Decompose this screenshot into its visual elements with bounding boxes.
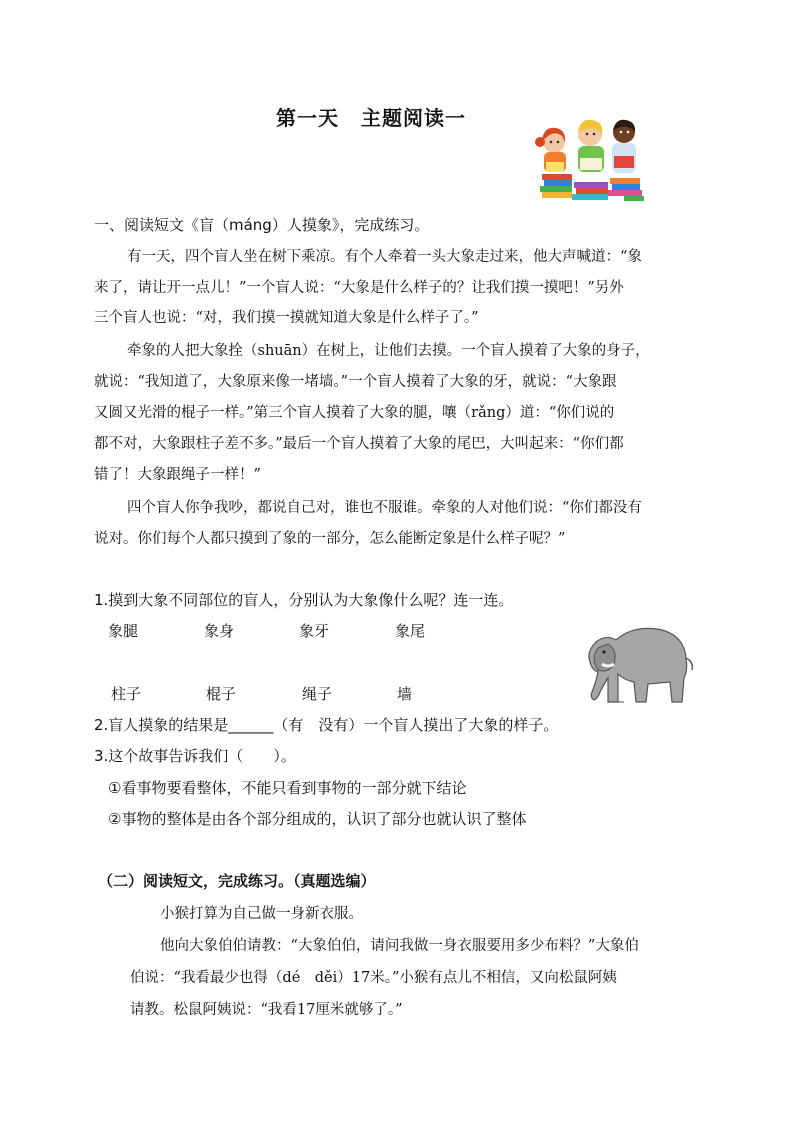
title-theme: 主题阅读一 xyxy=(361,106,466,130)
page-title xyxy=(276,102,466,131)
part-tusk: 象牙 xyxy=(299,622,330,640)
section2-heading: （二）阅读短文，完成练习。（真题选编） xyxy=(98,872,376,890)
passage1-line-9: 四个盲人你争我吵，都说自己对，谁也不服谁。牵象的人对他们说：“你们都没有 xyxy=(127,500,642,516)
passage2-line-1: 小猴打算为自己做一身新衣服。 xyxy=(160,906,363,922)
passage1-line-5: 就说：“我知道了，大象原来像一堵墙。”一个盲人摸着了大象的牙，就说：“大象跟 xyxy=(94,374,617,390)
passage1-line-2: 来了，请让开一点儿！”一个盲人说：“大象是什么样子的？让我们摸一摸吧！”另外 xyxy=(94,280,624,296)
thing-pillar: 柱子 xyxy=(111,685,142,703)
section1-heading: 一、阅读短文《盲（máng）人摸象》，完成练习。 xyxy=(94,216,430,234)
passage1-line-10: 说对。你们每个人都只摸到了象的一部分，怎么能断定象是什么样子呢？” xyxy=(94,531,566,547)
question-3: 3.这个故事告诉我们（ ）。 xyxy=(94,747,296,765)
passage2-line-2: 他向大象伯伯请教：“大象伯伯，请问我做一身衣服要用多少布料？”大象伯 xyxy=(160,938,639,954)
kids-reading-illustration xyxy=(532,112,648,204)
part-body: 象身 xyxy=(204,622,235,640)
passage1-line-6: 又圆又光滑的棍子一样。”第三个盲人摸着了大象的腿，嚷（rǎng）道：“你们说的 xyxy=(94,405,615,421)
part-leg: 象腿 xyxy=(108,622,139,640)
passage2-line-3: 伯说：“我看最少也得（dé děi）17米。”小猴有点儿不相信，又向松鼠阿姨 xyxy=(130,970,617,986)
thing-stick: 棍子 xyxy=(206,685,237,703)
part-tail: 象尾 xyxy=(395,622,426,640)
thing-wall: 墙 xyxy=(397,685,413,703)
option-2: ②事物的整体是由各个部分组成的，认识了部分也就认识了整体 xyxy=(108,810,527,828)
option-1: ①看事物要看整体，不能只看到事物的一部分就下结论 xyxy=(108,779,467,797)
passage1-line-8: 错了！大象跟绳子一样！” xyxy=(94,467,261,483)
elephant-illustration xyxy=(578,618,698,708)
passage1-line-7: 都不对，大象跟柱子差不多。”最后一个盲人摸着了大象的尾巴，大叫起来：“你们都 xyxy=(94,436,624,452)
passage1-line-1: 有一天，四个盲人坐在树下乘凉。有个人牵着一头大象走过来，他大声喊道：“象 xyxy=(127,249,642,265)
question-1: 1.摸到大象不同部位的盲人，分别认为大象像什么呢？连一连。 xyxy=(94,591,514,609)
passage2-line-4: 请教。松鼠阿姨说：“我看17厘米就够了。” xyxy=(130,1002,403,1018)
question-2: 2.盲人摸象的结果是______（有 没有）一个盲人摸出了大象的样子。 xyxy=(94,716,559,734)
passage1-line-4: 牵象的人把大象拴（shuān）在树上，让他们去摸。一个盲人摸着了大象的身子， xyxy=(127,343,650,359)
thing-rope: 绳子 xyxy=(302,685,333,703)
passage1-line-3: 三个盲人也说：“对，我们摸一摸就知道大象是什么样子了。” xyxy=(94,310,479,326)
title-day: 第一天 xyxy=(276,106,339,130)
